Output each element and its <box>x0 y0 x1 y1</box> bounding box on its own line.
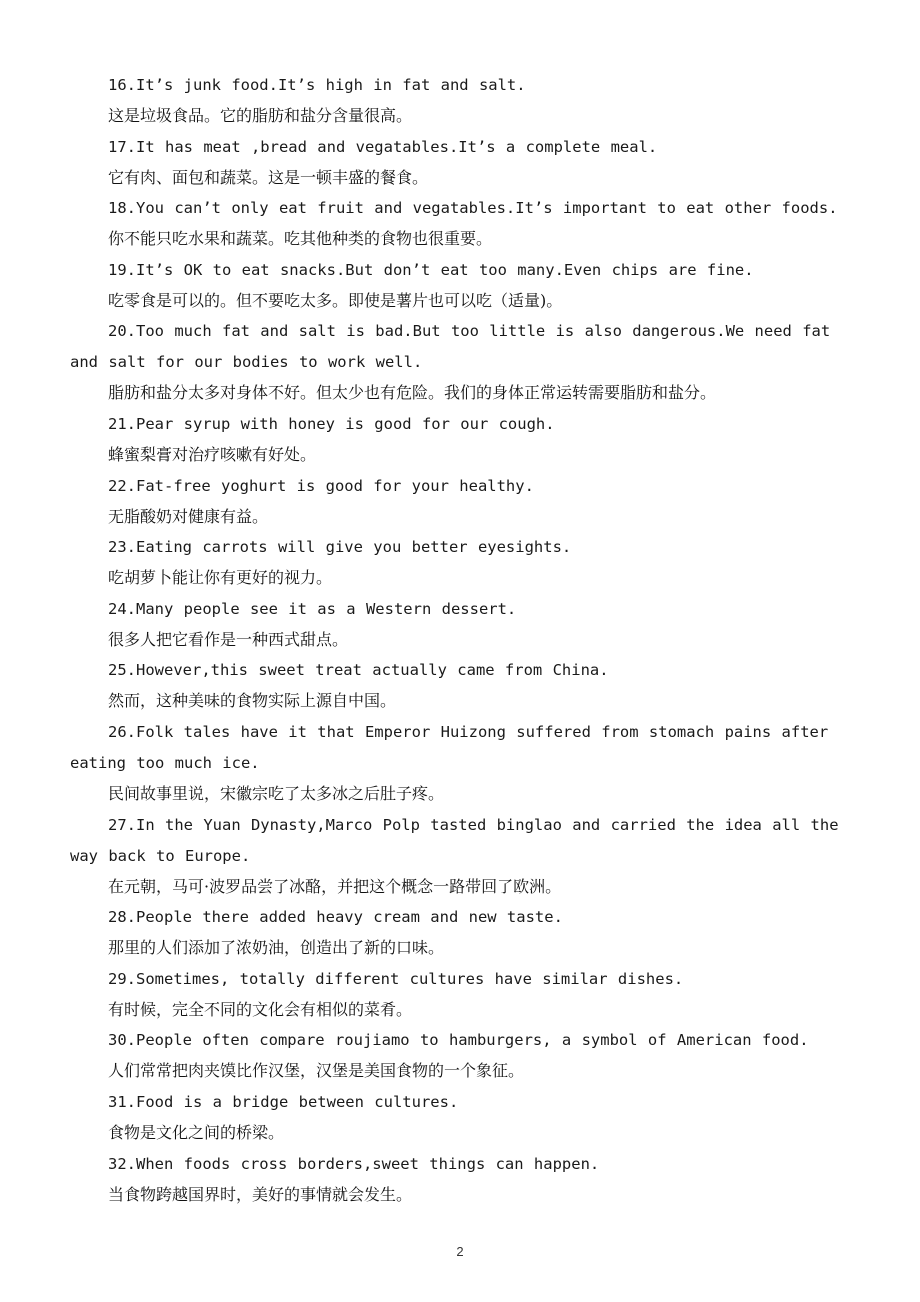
english-sentence: 20.Too much fat and salt is bad.But too little is also dangerous.We need fat and salt for our bodies to work well. <box>70 322 831 372</box>
page-number: 2 <box>456 1244 464 1259</box>
english-sentence: 26.Folk tales have it that Emperor Huizong suffered from stomach pains after eating too much ice. <box>70 722 829 772</box>
chinese-translation: 它有肉、面包和蔬菜。这是一顿丰盛的餐食。 <box>108 167 429 187</box>
sentence-entry <box>70 655 852 717</box>
sentence-entry <box>70 1025 852 1087</box>
chinese-translation: 然而，这种美味的食物实际上源自中国。 <box>108 691 397 711</box>
english-sentence: 28.People there added heavy cream and new taste. <box>108 908 563 927</box>
sentence-entry <box>70 316 852 409</box>
sentence-entry <box>70 532 852 594</box>
sentence-entry <box>70 1087 852 1149</box>
english-sentence: 16.It’s junk food.It’s high in fat and salt. <box>108 76 526 94</box>
chinese-translation: 吃胡萝卜能让你有更好的视力。 <box>108 568 333 588</box>
sentence-entry <box>70 193 852 255</box>
english-sentence: 19.It’s OK to eat snacks.But don’t eat too many.Even chips are fine. <box>108 260 754 279</box>
sentence-entry <box>70 409 852 471</box>
chinese-translation: 你不能只吃水果和蔬菜。吃其他种类的食物也很重要。 <box>108 229 493 249</box>
sentence-entry <box>70 810 852 903</box>
sentence-entry <box>70 1149 852 1211</box>
sentence-entry <box>70 255 852 317</box>
sentence-entry <box>70 902 852 964</box>
chinese-translation: 有时候，完全不同的文化会有相似的菜肴。 <box>108 999 413 1019</box>
english-sentence: 17.It has meat ,bread and vegatables.It’s a complete meal. <box>108 137 658 156</box>
english-sentence: 30.People often compare roujiamo to hamburgers, a symbol of American food. <box>108 1031 809 1050</box>
english-sentence: 24.Many people see it as a Western dessert. <box>108 599 517 618</box>
chinese-translation: 脂肪和盐分太多对身体不好。但太少也有危险。我们的身体正常运转需要脂肪和盐分。 <box>108 383 717 403</box>
chinese-translation: 人们常常把肉夹馍比作汉堡，汉堡是美国食物的一个象征。 <box>108 1061 525 1081</box>
english-sentence: 31.Food is a bridge between cultures. <box>108 1092 459 1111</box>
chinese-translation: 那里的人们添加了浓奶油，创造出了新的口味。 <box>108 938 445 958</box>
sentence-entry <box>70 70 852 132</box>
english-sentence: 32.When foods cross borders,sweet things can happen. <box>108 1154 600 1173</box>
english-sentence: 25.However,this sweet treat actually came from China. <box>108 661 609 680</box>
sentence-entry <box>70 594 852 656</box>
chinese-translation: 食物是文化之间的桥梁。 <box>108 1122 285 1142</box>
english-sentence: 21.Pear syrup with honey is good for our cough. <box>108 414 555 433</box>
sentence-list <box>70 70 852 1210</box>
english-sentence: 29.Sometimes, totally different cultures have similar dishes. <box>108 969 684 988</box>
english-sentence: 22.Fat-free yoghurt is good for your healthy. <box>108 476 534 495</box>
chinese-translation: 蜂蜜梨膏对治疗咳嗽有好处。 <box>108 444 317 464</box>
chinese-translation: 这是垃圾食品。它的脂肪和盐分含量很高。 <box>108 106 413 125</box>
sentence-entry <box>70 132 852 194</box>
sentence-entry <box>70 717 852 810</box>
sentence-entry <box>70 964 852 1026</box>
chinese-translation: 无脂酸奶对健康有益。 <box>108 506 269 526</box>
chinese-translation: 当食物跨越国界时，美好的事情就会发生。 <box>108 1184 413 1204</box>
english-sentence: 23.Eating carrots will give you better eyesights. <box>108 538 572 557</box>
english-sentence: 18.You can’t only eat fruit and vegatables.It’s important to eat other foods. <box>108 199 838 218</box>
chinese-translation: 民间故事里说，宋徽宗吃了太多冰之后肚子疼。 <box>108 783 445 803</box>
chinese-translation: 很多人把它看作是一种西式甜点。 <box>108 629 349 649</box>
chinese-translation: 在元朝，马可·波罗品尝了冰酪，并把这个概念一路带回了欧洲。 <box>108 876 562 896</box>
sentence-entry <box>70 471 852 533</box>
chinese-translation: 吃零食是可以的。但不要吃太多。即使是薯片也可以吃（适量)。 <box>108 290 563 310</box>
english-sentence: 27.In the Yuan Dynasty,Marco Polp tasted binglao and carried the idea all the way back to Europe. <box>70 815 839 865</box>
